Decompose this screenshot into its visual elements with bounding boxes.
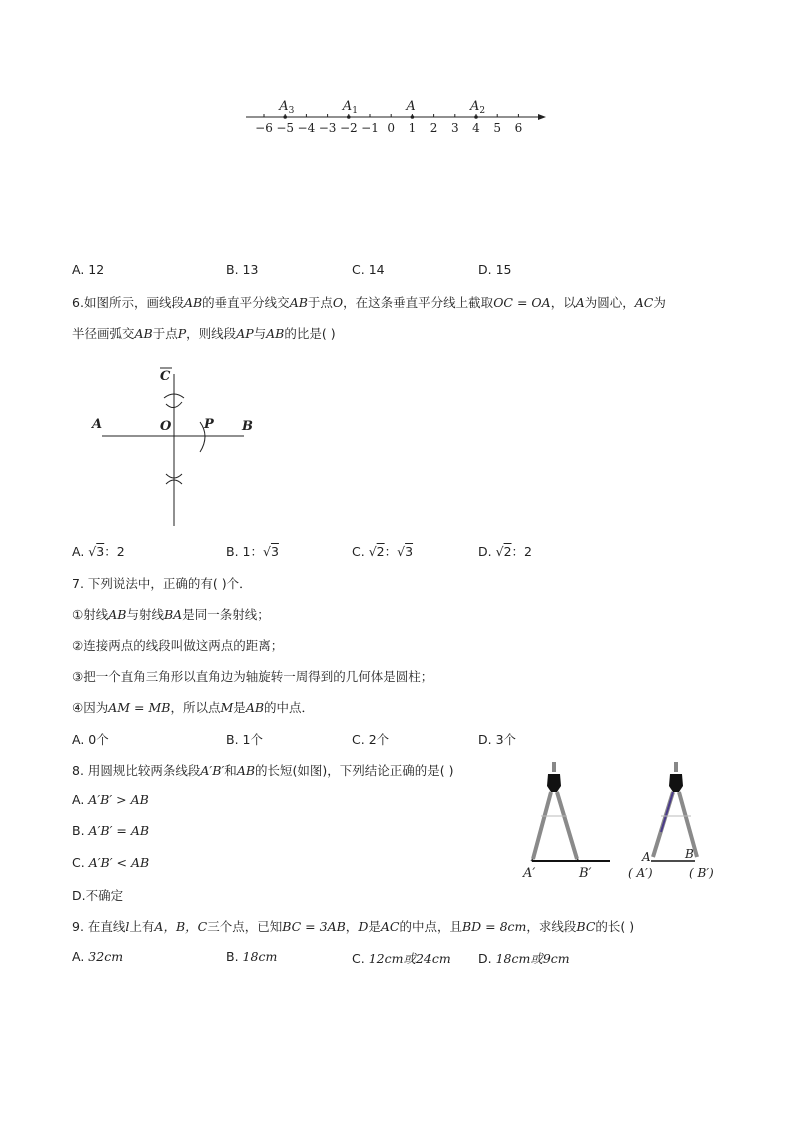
text: 与射线 xyxy=(126,607,164,622)
radicand: 3 xyxy=(270,544,279,559)
option-text: 3个 xyxy=(495,732,517,747)
radicand: 2 xyxy=(376,544,385,559)
item-number: ① xyxy=(72,607,84,622)
number-line-tick-label: −4 xyxy=(297,121,316,135)
math: BA xyxy=(163,607,183,622)
number-line-point-label: A xyxy=(406,99,416,114)
compass-figure xyxy=(515,762,730,884)
math: BC xyxy=(576,919,596,934)
text: 把一个直角三角形以直角边为轴旋转一周得到的几何体是圆柱； xyxy=(83,669,434,684)
math: A′B′ xyxy=(200,763,225,778)
number-line-tick-label: 5 xyxy=(493,121,502,135)
option-text: 12 xyxy=(88,262,105,277)
text: ，则线段 xyxy=(186,326,237,341)
q8-option-c[interactable] xyxy=(72,855,149,870)
option-letter: A. xyxy=(72,949,85,964)
option-text: 0个 xyxy=(88,732,109,747)
q7-item-3 xyxy=(72,667,433,685)
option-letter: D. xyxy=(478,544,492,559)
q7-item-2 xyxy=(72,636,283,654)
option-letter: B. xyxy=(226,544,239,559)
text: 上有 xyxy=(129,919,155,934)
text: ，在这条垂直平分线上截取 xyxy=(343,295,494,310)
math: AP xyxy=(236,326,254,341)
option-letter: B. xyxy=(226,262,239,277)
q8-option-b[interactable] xyxy=(72,823,149,838)
math: AC xyxy=(380,919,400,934)
math: BC = 3AB xyxy=(282,919,346,934)
compass-right-label-a2: ( A′) xyxy=(628,866,653,880)
q7-option-c[interactable] xyxy=(352,730,389,748)
text: ，所以点 xyxy=(170,700,221,715)
option-letter: D. xyxy=(72,888,86,903)
compass-left-label-b: B′ xyxy=(579,866,592,881)
math: P xyxy=(177,326,187,341)
option-letter: D. xyxy=(478,262,492,277)
number-line-point xyxy=(474,115,478,119)
number-line-arrow xyxy=(538,114,546,120)
math: BD = 8cm xyxy=(461,919,527,934)
text: 于点 xyxy=(307,295,333,310)
q5-option-c[interactable] xyxy=(352,262,385,277)
text: 的比是( ) xyxy=(284,326,336,341)
option-letter: C. xyxy=(352,262,365,277)
radicand: 3 xyxy=(405,544,414,559)
text: ，以 xyxy=(550,295,576,310)
q6-stem-line1 xyxy=(72,293,666,311)
option-text: 18cm或9cm xyxy=(495,951,570,966)
ratio-text: ：2 xyxy=(104,544,125,559)
option-text: 1个 xyxy=(242,732,263,747)
q6-option-c[interactable] xyxy=(352,542,413,560)
q5-option-d[interactable] xyxy=(478,262,512,277)
item-number: ② xyxy=(72,638,84,653)
number-line-point xyxy=(411,115,415,119)
number-line-tick-label: −6 xyxy=(255,121,273,135)
option-text: 12cm或24cm xyxy=(368,951,451,966)
radicand: 2 xyxy=(503,544,512,559)
text: 是同一条射线； xyxy=(182,607,270,622)
text: 因为 xyxy=(83,700,109,715)
math: OC = OA xyxy=(493,295,551,310)
option-text: 13 xyxy=(242,262,259,277)
label-b: B xyxy=(242,419,253,434)
question-number: 6. xyxy=(72,295,84,310)
sqrt-symbol: √ xyxy=(263,544,271,559)
option-letter: D. xyxy=(478,732,492,747)
q7-option-b[interactable] xyxy=(226,730,263,748)
q5-option-b[interactable] xyxy=(226,262,258,277)
ratio-text: ： xyxy=(384,544,398,559)
text: 三个点，已知 xyxy=(207,919,283,934)
sqrt-symbol: √ xyxy=(397,544,406,559)
sqrt-symbol: √ xyxy=(495,544,504,559)
text: 9. 在直线 xyxy=(72,919,126,934)
option-letter: B. xyxy=(226,949,239,964)
option-text: 32cm xyxy=(88,949,124,964)
text: ，求线段 xyxy=(526,919,577,934)
number-line-tick-label: 1 xyxy=(408,121,417,135)
q7-option-d[interactable] xyxy=(478,730,516,748)
q6-option-a[interactable] xyxy=(72,542,125,560)
text: 的中点，且 xyxy=(399,919,462,934)
q6-option-b[interactable] xyxy=(226,542,279,560)
math: AB xyxy=(266,326,285,341)
option-math: A′B′ = AB xyxy=(88,823,150,838)
option-letter: A. xyxy=(72,262,85,277)
label-o: O xyxy=(160,419,172,434)
q9-option-c[interactable] xyxy=(352,949,451,967)
option-letter: C. xyxy=(352,544,365,559)
number-line-point-label: $A_1$ xyxy=(342,99,358,116)
q8-option-d[interactable] xyxy=(72,886,123,904)
text: 的长( ) xyxy=(595,919,635,934)
number-line-tick-label: −2 xyxy=(339,121,358,135)
math: AB xyxy=(108,607,127,622)
text: 半径画弧交 xyxy=(72,326,135,341)
math: AB xyxy=(289,295,308,310)
compass-right-label-a: A xyxy=(642,850,651,864)
text: 8. 用圆规比较两条线段 xyxy=(72,763,201,778)
option-letter: C. xyxy=(72,855,85,870)
option-text: 18cm xyxy=(242,949,278,964)
math: M xyxy=(220,700,234,715)
sqrt-symbol: √ xyxy=(368,544,377,559)
number-line-tick-label: −1 xyxy=(361,121,379,135)
text: 于点 xyxy=(152,326,178,341)
item-number: ④ xyxy=(72,700,84,715)
q8-option-a[interactable] xyxy=(72,792,149,807)
math: l xyxy=(125,919,130,934)
text: 与 xyxy=(253,326,267,341)
q7-item-4 xyxy=(72,698,314,716)
text: 为圆心， xyxy=(584,295,635,310)
text: 和 xyxy=(224,763,237,778)
ratio-text: ：2 xyxy=(511,544,532,559)
text: 的中点． xyxy=(264,700,315,715)
math: O xyxy=(332,295,344,310)
math: D xyxy=(358,919,369,934)
number-line-tick-label: −5 xyxy=(276,121,295,135)
number-line-figure xyxy=(240,92,560,140)
text: 是 xyxy=(233,700,246,715)
text: 如图所示，画线段 xyxy=(83,295,184,310)
number-line-tick-label: 0 xyxy=(387,121,396,135)
text: ， xyxy=(345,919,359,934)
q9-option-d[interactable] xyxy=(478,949,570,967)
math: AB xyxy=(236,763,256,778)
option-letter: A. xyxy=(72,544,85,559)
option-text: 15 xyxy=(495,262,512,277)
number-line-tick-label: 3 xyxy=(450,121,459,135)
option-letter: A. xyxy=(72,732,85,747)
math: A，B，C xyxy=(154,919,208,934)
compass-left xyxy=(531,762,610,861)
math: AB xyxy=(183,295,203,310)
q6-option-d[interactable] xyxy=(478,542,532,560)
q9-option-b[interactable] xyxy=(226,949,277,964)
option-letter: A. xyxy=(72,792,85,807)
math: AM = MB xyxy=(108,700,171,715)
q9-stem xyxy=(72,917,634,935)
number-line-point-label: $A_2$ xyxy=(470,99,486,116)
option-text: 2个 xyxy=(368,732,390,747)
option-text: 不确定 xyxy=(85,888,124,903)
text: 的垂直平分线交 xyxy=(202,295,290,310)
option-math: A′B′ < AB xyxy=(88,855,150,870)
q7-item-1 xyxy=(72,605,270,623)
label-a: A xyxy=(92,417,103,432)
label-p: P xyxy=(204,417,214,432)
number-line-tick-label: 4 xyxy=(472,121,480,135)
option-letter: C. xyxy=(352,951,365,966)
math: AB xyxy=(245,700,265,715)
q5-option-a[interactable] xyxy=(72,262,104,277)
text: 射线 xyxy=(83,607,109,622)
compass-right-label-b: B xyxy=(685,847,694,861)
q7-stem: 7. 下列说法中，正确的有( )个． xyxy=(72,576,252,591)
text: 的长短(如图)，下列结论正确的是( ) xyxy=(255,763,454,778)
math: AB xyxy=(134,326,153,341)
option-letter: B. xyxy=(72,823,85,838)
number-line-tick-label: 2 xyxy=(429,121,438,135)
text: 连接两点的线段叫做这两点的距离； xyxy=(83,638,284,653)
q9-option-a[interactable] xyxy=(72,949,123,964)
label-c: C xyxy=(160,369,171,384)
text: 是 xyxy=(368,919,381,934)
sqrt-symbol: √ xyxy=(88,544,97,559)
q6-stem-line2 xyxy=(72,324,336,342)
option-letter: C. xyxy=(352,732,365,747)
number-line-tick-label: −3 xyxy=(318,121,337,135)
text: 为 xyxy=(653,295,666,310)
q8-stem xyxy=(72,761,454,779)
option-letter: B. xyxy=(226,732,239,747)
math: AC xyxy=(634,295,654,310)
item-number: ③ xyxy=(72,669,84,684)
option-letter: D. xyxy=(478,951,492,966)
number-line-point xyxy=(283,115,287,119)
option-text: 14 xyxy=(368,262,385,277)
number-line-point-label: $A_3$ xyxy=(279,99,295,116)
perpendicular-bisector-figure xyxy=(88,360,268,530)
number-line-tick-label: 6 xyxy=(514,121,523,135)
ratio-text: 1： xyxy=(242,544,263,559)
compass-right-label-b2: ( B′) xyxy=(689,866,714,880)
math: A xyxy=(575,295,585,310)
q7-option-a[interactable] xyxy=(72,730,109,748)
compass-left-label-a: A′ xyxy=(523,866,536,881)
radicand: 3 xyxy=(96,544,105,559)
option-math: A′B′ > AB xyxy=(88,792,149,807)
number-line-point xyxy=(347,115,351,119)
